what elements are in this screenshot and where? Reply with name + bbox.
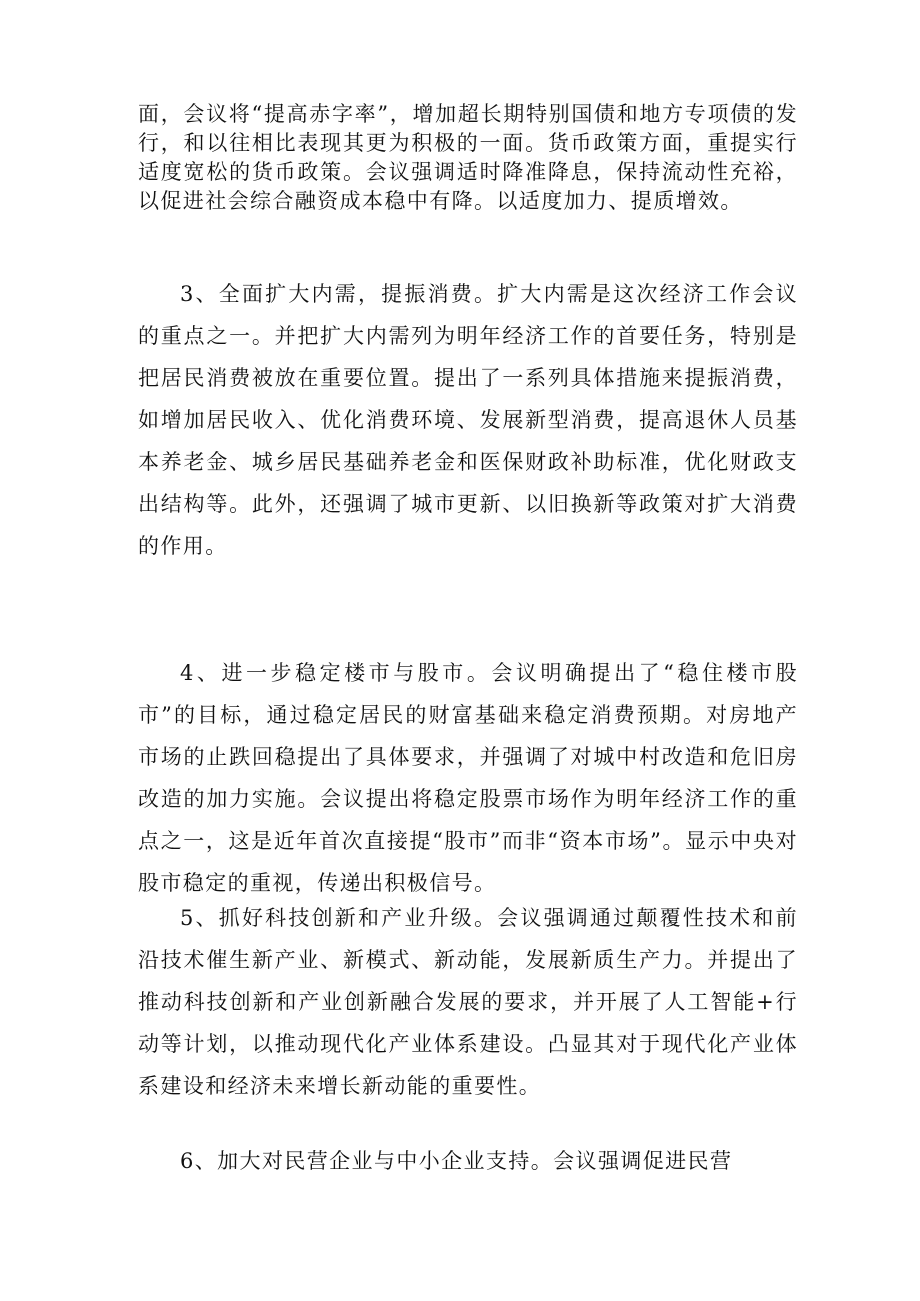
paragraph-fiscal-monetary-policy: 面，会议将“提高赤字率”，增加超长期特别国债和地方专项债的发行，和以往相比表现其更为积极的一面。货币政策方面，重提实行适度宽松的货币政策。会议强调适时降准降息，保持流动性充裕，以促进社会综合融资成本稳中有降。以适度加力、提质增效。	[138, 102, 798, 213]
paragraph-private-enterprise-support: 6、加大对民营企业与中小企业支持。会议强调促进民营	[180, 1149, 733, 1173]
paragraph-expand-domestic-demand: 3、全面扩大内需，提振消费。扩大内需是这次经济工作会议的重点之一。并把扩大内需列为明年经济工作的首要任务，特别是把居民消费被放在重要位置。提出了一系列具体措施来提振消费，如增加居民收入、优化消费环境、发展新型消费，提高退休人员基本养老金、城乡居民基础养老金和医保财政补助标准，优化财政支出结构等。此外，还强调了城市更新、以旧换新等政策对扩大消费的作用。	[138, 282, 798, 558]
paragraph-stabilize-property-stock-market: 4、进一步稳定楼市与股市。会议明确提出了“稳住楼市股市”的目标，通过稳定居民的财富基础来稳定消费预期。对房地产市场的止跌回稳提出了具体要求，并强调了对城中村改造和危旧房改造的加力实施。会议提出将稳定股票市场作为明年经济工作的重点之一，这是近年首次直接提“股市”而非“资本市场”。显示中央对股市稳定的重视，传递出积极信号。	[138, 661, 798, 895]
paragraph-tech-innovation: 5、抓好科技创新和产业升级。会议强调通过颠覆性技术和前沿技术催生新产业、新模式、新动能，发展新质生产力。并提出了推动科技创新和产业创新融合发展的要求，并开展了人工智能+行动等计划，以推动现代化产业体系建设。凸显其对于现代化产业体系建设和经济未来增长新动能的重要性。	[138, 906, 798, 1098]
